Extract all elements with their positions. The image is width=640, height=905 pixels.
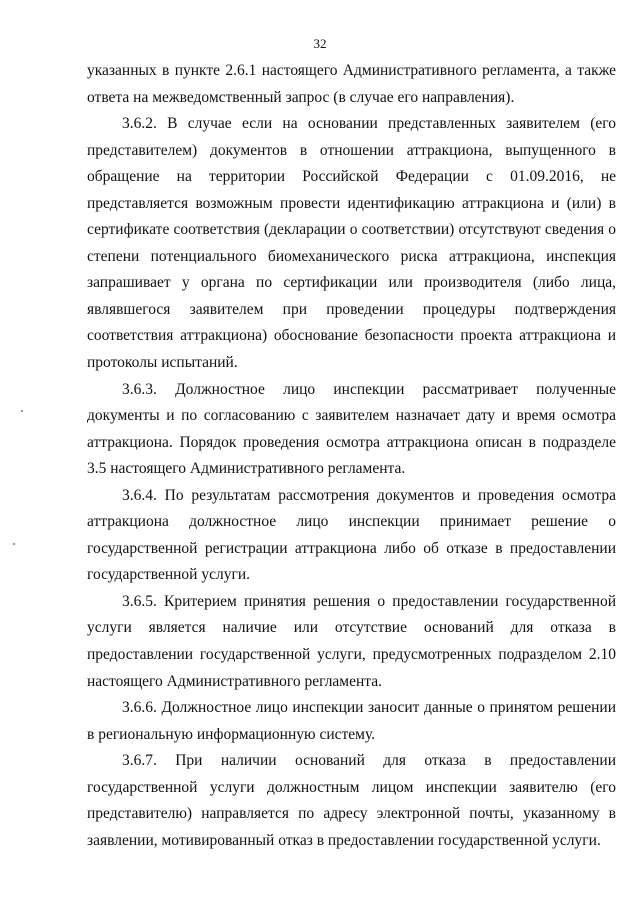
paragraph-3-6-3: 3.6.3. Должностное лицо инспекции рассматривает полученные документы и по согласованию с заявителем назначает дату и время осмотра аттракциона. Порядок проведения осмотра аттракциона описан в подразделе 3.5 настоящего Административного регламента.	[87, 380, 616, 478]
paragraph-3-6-2: 3.6.2. В случае если на основании представленных заявителем (его представителем) документов в отношении аттракциона, выпущенного в обращение на территории Российской Федерации с 01.09.2016, не представляется возможным провести идентификацию аттракциона и (или) в сертификате соответствия (декларации о соответствии) отсутствуют сведения о степени потенциального биомеханического риска аттракциона, инспекция запрашивает у органа по сертификации или производителя (либо лица, являвшегося заявителем при проведении процедуры подтверждения соответствия аттракциона) обоснование безопасности проекта аттракциона и протоколы испытаний.	[87, 115, 616, 372]
paragraph-3-6-6: 3.6.6. Должностное лицо инспекции заносит данные о принятом решении в региональную информационную систему.	[87, 699, 616, 743]
margin-speck	[21, 410, 23, 412]
margin-speck	[13, 543, 15, 545]
body-text	[87, 58, 616, 854]
paragraph-continuation: указанных в пункте 2.6.1 настоящего Административного регламента, а также ответа на межведомственный запрос (в случае его направления).	[87, 62, 616, 106]
paragraph-3-6-5: 3.6.5. Критерием принятия решения о предоставлении государственной услуги является наличие или отсутствие оснований для отказа в предоставлении государственной услуги, предусмотренных подразделом 2.10 настоящего Административного регламента.	[87, 592, 616, 690]
paragraph-3-6-7: 3.6.7. При наличии оснований для отказа в предоставлении государственной услуги должностным лицом инспекции заявителю (его представителю) направляется по адресу электронной почты, указанному в заявлении, мотивированный отказ в предоставлении государственной услуги.	[87, 752, 616, 849]
paragraph-3-6-4: 3.6.4. По результатам рассмотрения документов и проведения осмотра аттракциона должностное лицо инспекции принимает решение о государственной регистрации аттракциона либо об отказе в предоставлении государственной услуги.	[87, 486, 616, 584]
page-number: 32	[313, 36, 327, 51]
